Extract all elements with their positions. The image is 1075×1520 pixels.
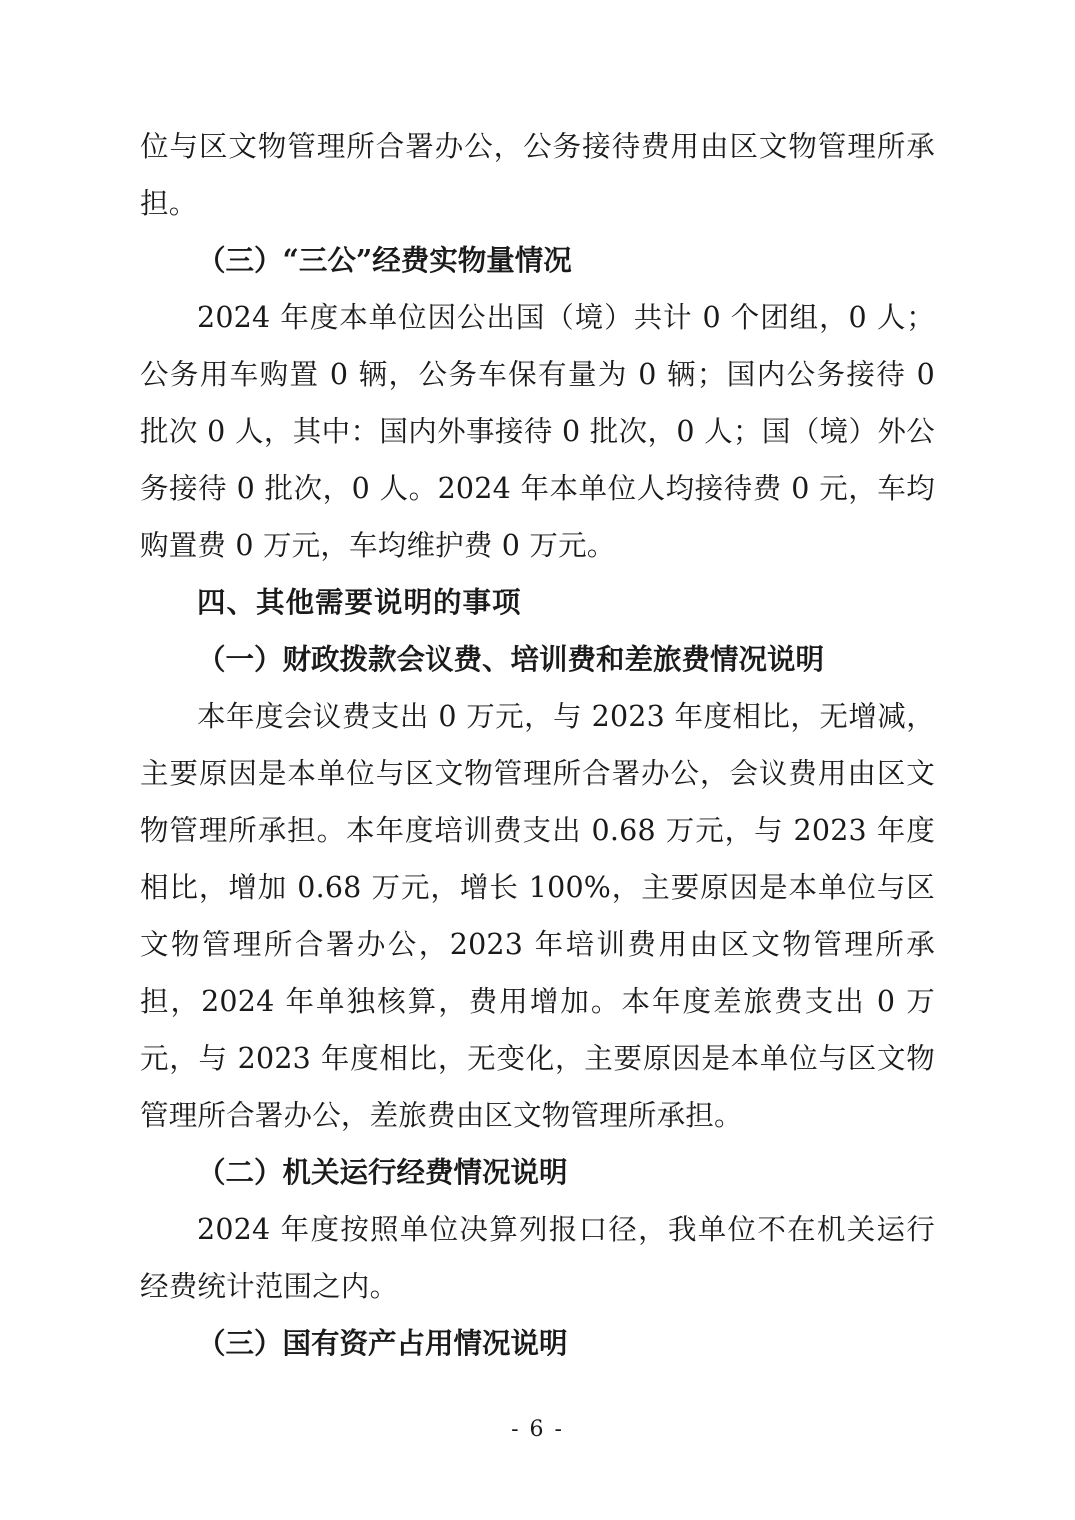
paragraph-three-gong-continuation: 位与区文物管理所合署办公，公务接待费用由区文物管理所承担。	[140, 130, 935, 220]
paragraph-three-gong-physical-detail: 2024 年度本单位因公出国（境）共计 0 个团组，0 人；公务用车购置 0 辆，公务车保有量为 0 辆；国内公务接待 0 批次 0 人，其中：国内外事接待 0 批次，0 人；国（境）外公务接待 0 批次，0 人。2024 年本单位人均接待费 0 元，车均购置费 0 万元，车均维护费 0 万元。	[140, 301, 935, 562]
heading-other-matters: 四、其他需要说明的事项	[197, 586, 522, 619]
paragraph-meeting-training-travel-detail: 本年度会议费支出 0 万元，与 2023 年度相比，无增减，主要原因是本单位与区文物管理所合署办公，会议费用由区文物管理所承担。本年度培训费支出 0.68 万元，与 2023 年度相比，增加 0.68 万元，增长 100%，主要原因是本单位与区文物管理所合署办公，2023 年培训费用由区文物管理所承担，2024 年单独核算，费用增加。本年度差旅费支出 0 万元，与 2023 年度相比，无变化，主要原因是本单位与区文物管理所合署办公，差旅费由区文物管理所承担。	[140, 700, 935, 1132]
paragraph-agency-operating-expense-detail: 2024 年度按照单位决算列报口径，我单位不在机关运行经费统计范围之内。	[140, 1213, 935, 1303]
heading-meeting-training-travel: （一）财政拨款会议费、培训费和差旅费情况说明	[197, 642, 825, 676]
heading-three-gong-physical-quantity: （三）“三公”经费实物量情况	[197, 243, 572, 277]
page-number: - 6 -	[511, 1417, 564, 1442]
heading-agency-operating-expense: （二）机关运行经费情况说明	[197, 1155, 568, 1189]
heading-state-owned-assets: （三）国有资产占用情况说明	[197, 1326, 568, 1360]
